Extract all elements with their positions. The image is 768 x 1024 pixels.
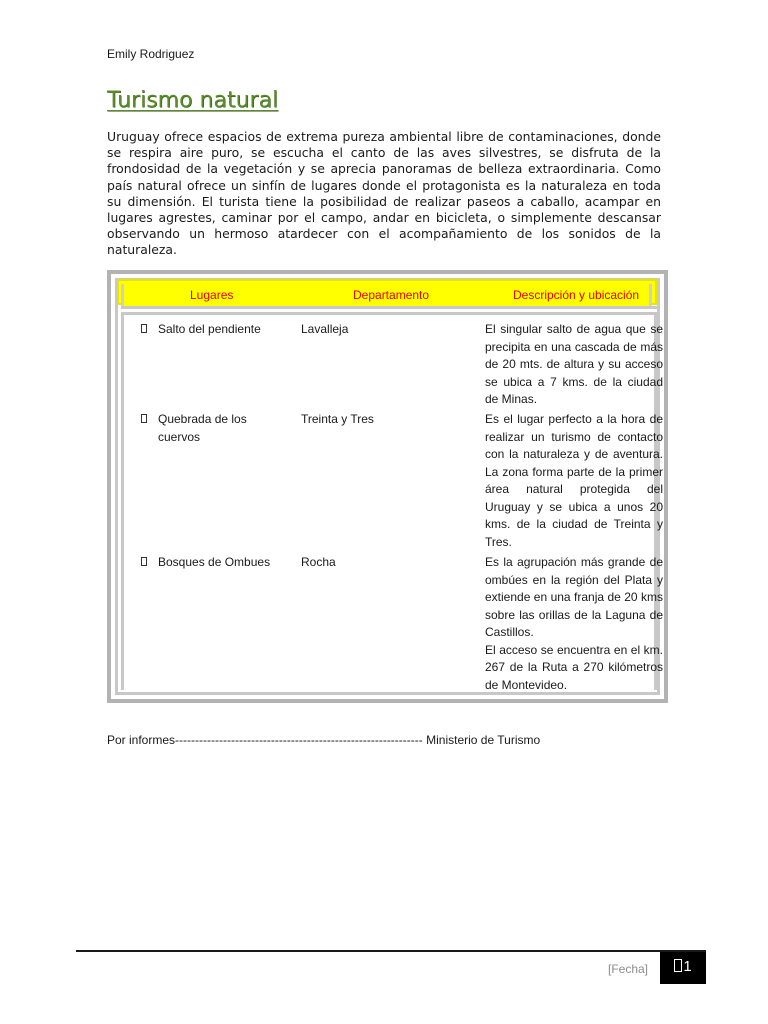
place-description <box>485 554 663 694</box>
department-name: Lavalleja <box>301 322 349 336</box>
description-text: Es el lugar perfecto a la hora de realizar un turismo de contacto con la naturaleza y de aventura. La zona forma parte de la primer área natural protegida del Uruguay y se ubica a unos 20 kms. de la ciudad de Treinta y Tres. <box>485 412 663 549</box>
page-number-box <box>660 952 706 984</box>
places-table <box>107 270 668 703</box>
page-number: 1 <box>683 958 692 975</box>
date-placeholder[interactable]: [Fecha] <box>608 962 649 976</box>
header-description: Descripción y ubicación <box>513 288 640 302</box>
header-places: Lugares <box>190 288 234 302</box>
place-description <box>485 411 663 551</box>
header-department: Departamento <box>353 288 430 302</box>
place-name: Bosques de Ombues <box>158 555 271 569</box>
place-description <box>485 321 663 409</box>
place-name: Salto del pendiente <box>158 322 261 336</box>
bullet-icon <box>141 557 147 566</box>
author-name: Emily Rodriguez <box>107 47 195 61</box>
table-divider <box>121 306 657 309</box>
bullet-icon <box>141 324 147 333</box>
place-name: Quebrada de los cuervos <box>158 412 247 444</box>
table-divider <box>121 312 657 315</box>
bullet-icon <box>141 414 147 423</box>
page-icon <box>674 959 682 972</box>
description-extra-text: El acceso se encuentra en el km. 267 de la Ruta a 270 kilómetros de Montevideo. <box>485 642 663 692</box>
department-name: Rocha <box>301 555 336 569</box>
intro-paragraph: Uruguay ofrece espacios de extrema pureza ambiental libre de contaminaciones, donde se respira aire puro, se escucha el canto de las aves silvestres, se disfruta de la frondosidad de la vegetación y se aprecia panoramas de belleza extraordinaria. Como país natural ofrece un sinfín de lugares donde el protagonista es la naturaleza en toda su dimensión. El turista tiene la posibilidad de realizar paseos a caballo, acampar en lugares agrestes, caminar por el campo, andar en bicicleta, o simplemente descansar observando un hermoso atardecer con el acompañamiento de los sonidos de la naturaleza. <box>107 129 661 258</box>
footer-note: Por informes-------------------------------------------------------------- Ministerio de Turismo <box>107 733 541 747</box>
department-name: Treinta y Tres <box>301 412 374 426</box>
description-text: Es la agrupación más grande de ombúes en la región del Plata y extiende en una franja de 20 kms sobre las orillas de la Laguna de Castillos. <box>485 555 663 639</box>
page-footer-rule <box>76 950 706 952</box>
description-text: El singular salto de agua que se precipita en una cascada de más de 20 mts. de altura y su acceso se ubica a 7 kms. de la ciudad de Minas. <box>485 322 663 406</box>
table-side-border-left <box>121 312 124 690</box>
document-title: Turismo natural <box>107 88 279 113</box>
